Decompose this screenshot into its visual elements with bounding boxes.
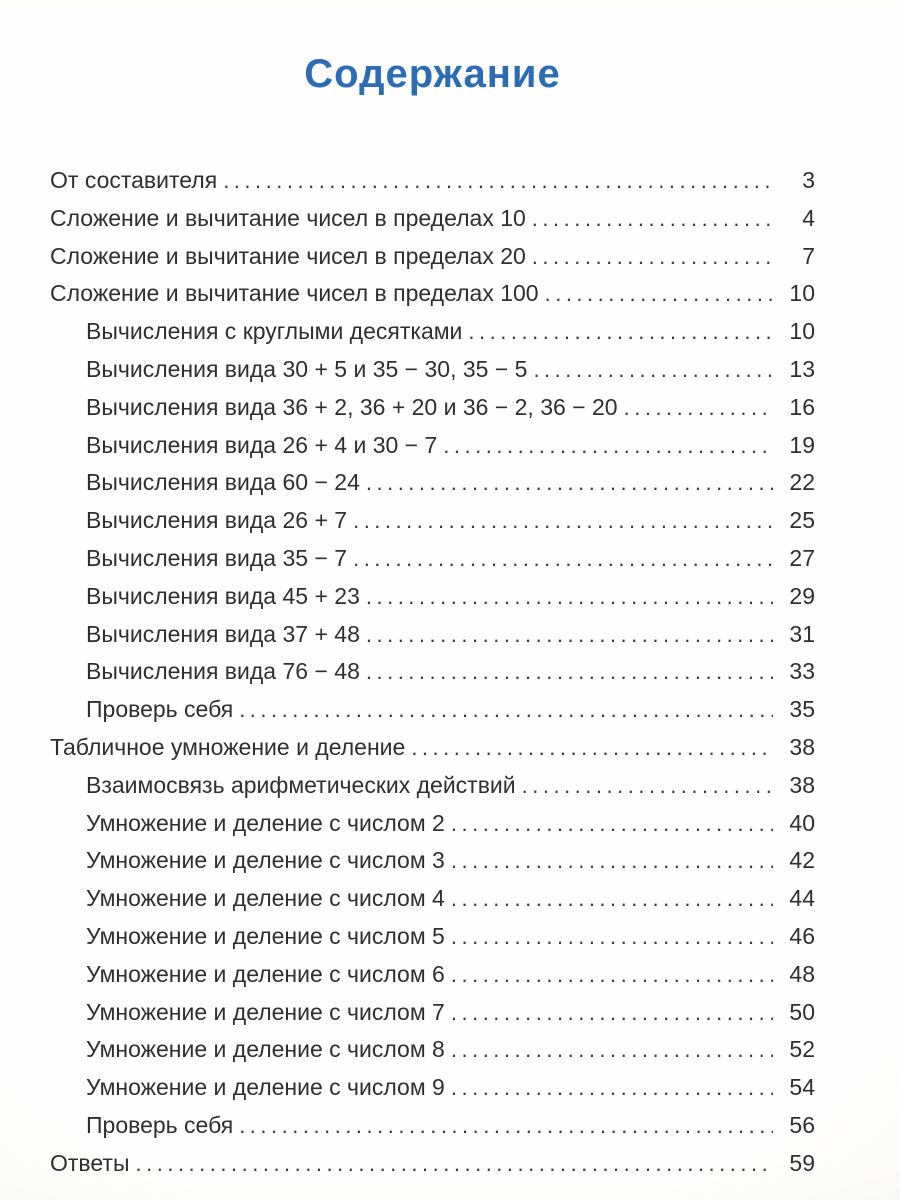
- toc-leader-dots: [366, 653, 773, 691]
- toc-entry-page: 10: [789, 318, 815, 345]
- toc-entry-page: 46: [789, 922, 815, 949]
- toc-entry-page: 59: [789, 1149, 815, 1176]
- toc-entry: [50, 540, 815, 578]
- toc-entry-label: Умножение и деление с числом 6: [86, 960, 445, 987]
- toc-leader-dots: [451, 1069, 773, 1107]
- toc-leader-dots: [451, 880, 773, 918]
- toc-entry-page: 29: [789, 582, 815, 609]
- toc-leader-dots: [366, 464, 773, 502]
- toc-entry-label: Вычисления вида 37 + 48: [86, 620, 360, 647]
- toc-entry: [50, 275, 815, 313]
- toc-entry-label: Вычисления вида 35 − 7: [86, 544, 348, 571]
- toc-entry: [50, 767, 815, 805]
- toc-entry-label: Ответы: [50, 1149, 130, 1176]
- toc-entry-page: 38: [789, 771, 815, 798]
- toc-entry: [50, 616, 815, 654]
- toc-entry-page: 50: [789, 998, 815, 1025]
- toc-entry-page: 56: [789, 1111, 815, 1138]
- toc-entry-label: Умножение и деление с числом 8: [86, 1036, 445, 1063]
- page-title: Содержание: [304, 52, 561, 96]
- toc-entry-label: Вычисления вида 60 − 24: [86, 469, 360, 496]
- toc-leader-dots: [532, 200, 773, 238]
- toc-entry-page: 48: [789, 960, 815, 987]
- toc-entry-page: 40: [789, 809, 815, 836]
- toc-entry-label: Вычисления вида 26 + 7: [86, 507, 348, 534]
- toc-leader-dots: [366, 578, 773, 616]
- toc-entry-label: Умножение и деление с числом 3: [86, 847, 445, 874]
- toc-entry-label: Вычисления вида 30 + 5 и 35 − 30, 35 − 5: [86, 355, 528, 382]
- toc-entry-page: 54: [789, 1074, 815, 1101]
- toc-entry-label: Вычисления вида 26 + 4 и 30 − 7: [86, 431, 438, 458]
- toc-entry: [50, 653, 815, 691]
- toc-entry-label: Умножение и деление с числом 4: [86, 885, 445, 912]
- toc-leader-dots: [545, 275, 773, 313]
- toc-entry: [50, 1031, 815, 1069]
- toc-entry-page: 27: [789, 544, 815, 571]
- toc-leader-dots: [532, 238, 773, 276]
- toc-entry-label: Взаимосвязь арифметических действий: [86, 771, 516, 798]
- toc-entry-label: Умножение и деление с числом 2: [86, 809, 445, 836]
- toc-entry-label: Табличное умножение и деление: [50, 733, 406, 760]
- toc-entry: [50, 918, 815, 956]
- toc-entry: [50, 842, 815, 880]
- toc-entry-label: Сложение и вычитание чисел в пределах 20: [50, 242, 526, 269]
- toc-entry-page: 44: [789, 885, 815, 912]
- toc-leader-dots: [353, 502, 773, 540]
- toc-entry: [50, 162, 815, 200]
- toc-leader-dots: [223, 162, 773, 200]
- toc-entry-page: 10: [789, 280, 815, 307]
- toc-entry-page: 35: [789, 696, 815, 723]
- toc-leader-dots: [451, 918, 773, 956]
- toc-entry-page: 22: [789, 469, 815, 496]
- toc-entry: [50, 200, 815, 238]
- toc-entry-page: 31: [789, 620, 815, 647]
- toc-leader-dots: [239, 691, 773, 729]
- toc-entry: [50, 729, 815, 767]
- toc-entry-page: 25: [789, 507, 815, 534]
- toc-entry: [50, 880, 815, 918]
- toc-entry-label: Умножение и деление с числом 7: [86, 998, 445, 1025]
- toc-entry-page: 52: [789, 1036, 815, 1063]
- toc-leader-dots: [451, 842, 773, 880]
- toc-entry: [50, 1069, 815, 1107]
- toc-leader-dots: [135, 1145, 773, 1183]
- toc-entry-page: 13: [789, 355, 815, 382]
- toc-entry-page: 19: [789, 431, 815, 458]
- toc-entry-page: 4: [802, 204, 815, 231]
- toc-leader-dots: [443, 427, 773, 465]
- toc-entry-label: Вычисления вида 36 + 2, 36 + 20 и 36 − 2, 36 − 20: [86, 393, 618, 420]
- toc-leader-dots: [451, 956, 773, 994]
- toc-entry-page: 3: [802, 167, 815, 193]
- toc-entry: [50, 313, 815, 351]
- toc-entry-label: Сложение и вычитание чисел в пределах 100: [50, 280, 539, 307]
- toc-leader-dots: [239, 1107, 773, 1145]
- toc-entry: [50, 994, 815, 1032]
- toc-entry-label: Умножение и деление с числом 9: [86, 1074, 445, 1101]
- toc-entry-label: Сложение и вычитание чисел в пределах 10: [50, 204, 526, 231]
- toc-leader-dots: [451, 1031, 773, 1069]
- toc-entry-page: 7: [802, 242, 815, 269]
- toc-entry-label: Вычисления вида 76 − 48: [86, 658, 360, 685]
- toc-leader-dots: [353, 540, 773, 578]
- toc-leader-dots: [451, 994, 773, 1032]
- toc-entry: [50, 351, 815, 389]
- toc-entry-page: 42: [789, 847, 815, 874]
- toc-leader-dots: [366, 616, 773, 654]
- toc-leader-dots: [522, 767, 773, 805]
- toc-entry: [50, 691, 815, 729]
- toc-entry: [50, 1145, 815, 1183]
- toc-entry: [50, 805, 815, 843]
- toc-entry-page: 33: [789, 658, 815, 685]
- toc-entry-label: Вычисления вида 45 + 23: [86, 582, 360, 609]
- toc-leader-dots: [624, 389, 773, 427]
- toc-entry-label: От составителя: [50, 167, 218, 193]
- toc-entry: [50, 238, 815, 276]
- toc-entry: [50, 578, 815, 616]
- toc-entry-label: Вычисления с круглыми десятками: [86, 318, 463, 345]
- toc-entry: [50, 389, 815, 427]
- toc-entry-page: 38: [789, 733, 815, 760]
- toc-entry-label: Проверь себя: [86, 696, 234, 723]
- toc-entry: [50, 956, 815, 994]
- toc-entry: [50, 464, 815, 502]
- toc-leader-dots: [468, 313, 773, 351]
- toc-entry: [50, 427, 815, 465]
- toc-entry-label: Проверь себя: [86, 1111, 234, 1138]
- toc-leader-dots: [451, 805, 773, 843]
- toc-list: [50, 162, 815, 1183]
- toc-entry-label: Умножение и деление с числом 5: [86, 922, 445, 949]
- toc-leader-dots: [533, 351, 773, 389]
- toc-entry: [50, 1107, 815, 1145]
- toc-entry: [50, 502, 815, 540]
- toc-entry-page: 16: [789, 393, 815, 420]
- toc-leader-dots: [411, 729, 773, 767]
